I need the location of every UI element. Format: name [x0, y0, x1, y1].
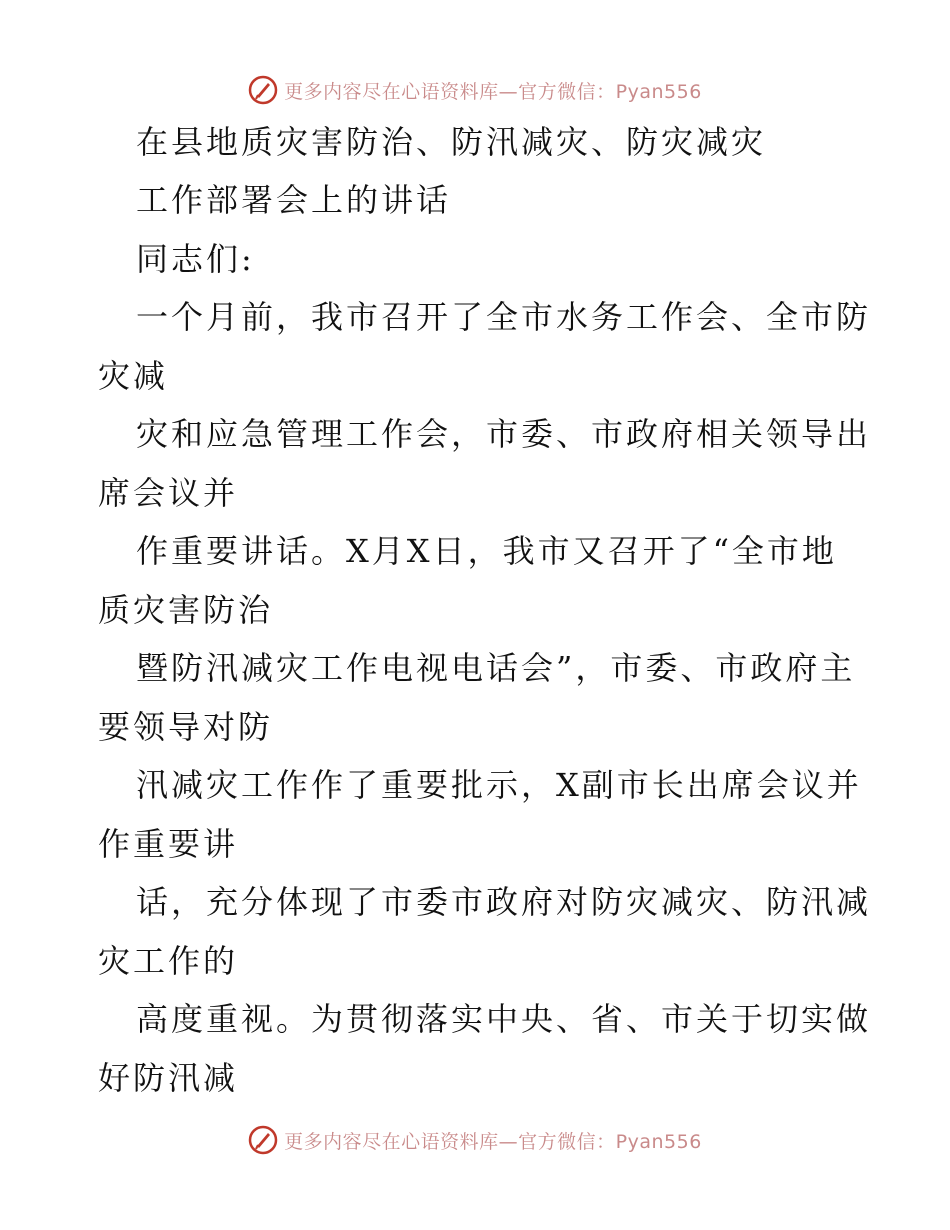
feather-pen-logo-icon	[248, 75, 278, 105]
body-line: 作重要讲	[98, 825, 239, 863]
watermark-text: 更多内容尽在心语资料库—官方微信：Pyan556	[284, 80, 702, 103]
title-line-2: 工作部署会上的讲话	[136, 181, 452, 219]
body-line: 好防汛减	[98, 1059, 239, 1097]
title-line-1: 在县地质灾害防治、防汛减灾、防灾减灾	[136, 123, 767, 161]
watermark-text: 更多内容尽在心语资料库—官方微信：Pyan556	[284, 1130, 702, 1153]
feather-pen-logo-icon	[248, 1125, 278, 1155]
salutation: 同志们:	[136, 240, 255, 278]
body-line: 席会议并	[98, 474, 239, 512]
body-line: 一个月前，我市召开了全市水务工作会、全市防	[136, 298, 872, 336]
body-line: 作重要讲话。X月X日，我市又召开了“全市地	[136, 532, 837, 570]
body-line: 灾减	[98, 357, 169, 395]
watermark-header	[0, 72, 950, 108]
watermark-footer	[0, 1122, 950, 1158]
body-line: 要领导对防	[98, 708, 274, 746]
body-line: 汛减灾工作作了重要批示，X副市长出席会议并	[136, 766, 862, 804]
body-line: 灾和应急管理工作会，市委、市政府相关领导出	[136, 415, 872, 453]
body-line: 质灾害防治	[98, 591, 274, 629]
body-line: 灾工作的	[98, 942, 239, 980]
body-line: 高度重视。为贯彻落实中央、省、市关于切实做	[136, 1000, 872, 1038]
body-line: 暨防汛减灾工作电视电话会”，市委、市政府主	[136, 649, 856, 687]
body-line: 话，充分体现了市委市政府对防灾减灾、防汛减	[136, 883, 872, 921]
